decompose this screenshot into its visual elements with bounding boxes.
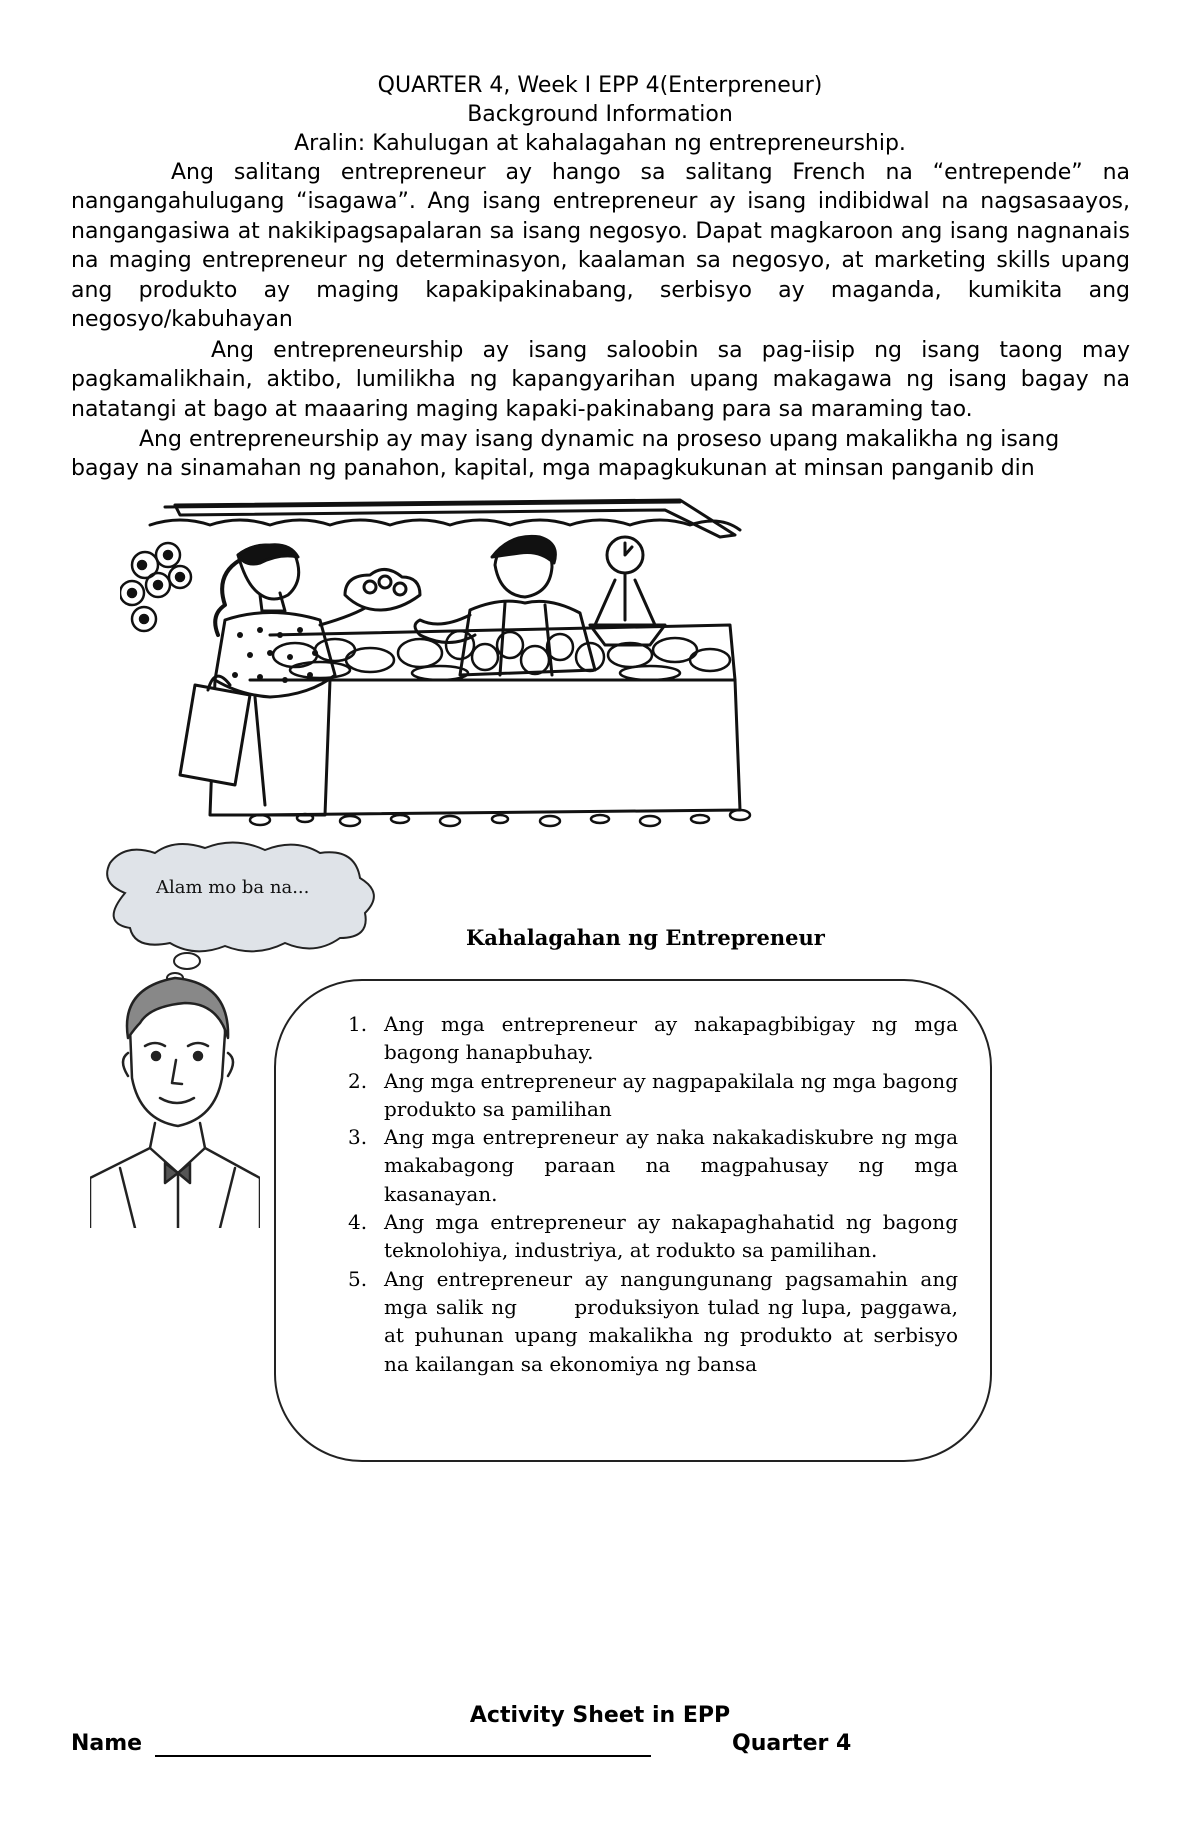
list-number: 2. — [348, 1068, 368, 1093]
list-number: 3. — [348, 1125, 368, 1150]
man-portrait-illustration — [90, 968, 260, 1228]
importance-title: Kahalagahan ng Entrepreneur — [466, 925, 825, 950]
paragraph-entrepreneurship-process: Ang entrepreneurship ay may isang dynamic na proseso upang makalikha ng isang bagay na sinamahan ng panahon, kapital, mga mapagkukunan at minsan panganib din — [71, 427, 1060, 482]
list-item-text: Ang mga entrepreneur ay nakapagbibigay ng mga bagong hanapbuhay. — [384, 1012, 958, 1065]
quarter-heading: QUARTER 4, Week I EPP 4(Enterpreneur) — [377, 73, 823, 98]
list-item — [338, 1208, 958, 1265]
thought-bubble — [95, 838, 395, 988]
section-heading: Background Information — [467, 102, 733, 127]
list-item-text: Ang mga entrepreneur ay naka nakakadiskubre ng mga makabagong paraan na magpahusay ng mga kasanayan. — [384, 1125, 958, 1206]
list-item-text: Ang mga entrepreneur ay nakapaghahatid ng bagong teknolohiya, industriya, at rodukto sa pamilihan. — [384, 1210, 958, 1263]
list-item — [338, 1123, 958, 1208]
paragraph-entrepreneur-definition: Ang salitang entrepreneur ay hango sa salitang French na “entrepende” na nangangahulugang “isagawa”. Ang isang entrepreneur ay isang indibidwal na nagsasaayos, nangangasiwa at nakikipagsapalaran sa isang negosyo. Dapat magkaroon ang isang nagnanais na maging entrepreneur ng determinasyon, kaalaman sa negosyo, at marketing skills upang ang produkto ay maging kapakipakinabang, serbisyo ay maganda, kumikita ang negosyo/kabuhayan — [71, 160, 1130, 333]
list-item — [338, 1067, 958, 1124]
quarter-label: Quarter 4 — [732, 1731, 852, 1756]
list-item-text: Ang mga entrepreneur ay nagpapakilala ng mga bagong produkto sa pamilihan — [384, 1068, 958, 1121]
thought-bubble-text: Alam mo ba na... — [156, 877, 310, 898]
list-item-text: Ang entrepreneur ay nangungunang pagsamahin ang mga salik ng produksiyon tulad ng lupa, paggawa, at puhunan upang makalikha ng produkto at serbisyo na kailangan sa ekonomiya ng bansa — [384, 1266, 965, 1376]
list-number: 5. — [348, 1266, 368, 1291]
name-blank-line[interactable] — [155, 1755, 651, 1757]
activity-sheet-title: Activity Sheet in EPP — [469, 1703, 731, 1728]
paragraph-entrepreneurship-attitude: Ang entrepreneurship ay isang saloobin sa pag-iisip ng isang taong may pagkamalikhain, aktibo, lumilikha ng kapangyarihan upang makagawa ng isang bagay na natatangi at bago at maaaring maging kapaki-pakinabang para sa maraming tao. — [71, 338, 1130, 422]
cauliflower-held — [345, 569, 420, 610]
list-number: 1. — [348, 1012, 368, 1036]
name-label: Name — [71, 1731, 143, 1756]
list-number: 4. — [348, 1210, 368, 1235]
lesson-title: Aralin: Kahulugan at kahalagahan ng entrepreneurship. — [294, 131, 906, 156]
importance-list — [338, 1010, 965, 1378]
list-item — [338, 1265, 965, 1378]
market-stall-illustration — [120, 485, 860, 830]
flowers-decoration — [120, 543, 191, 631]
list-item — [338, 1010, 958, 1067]
